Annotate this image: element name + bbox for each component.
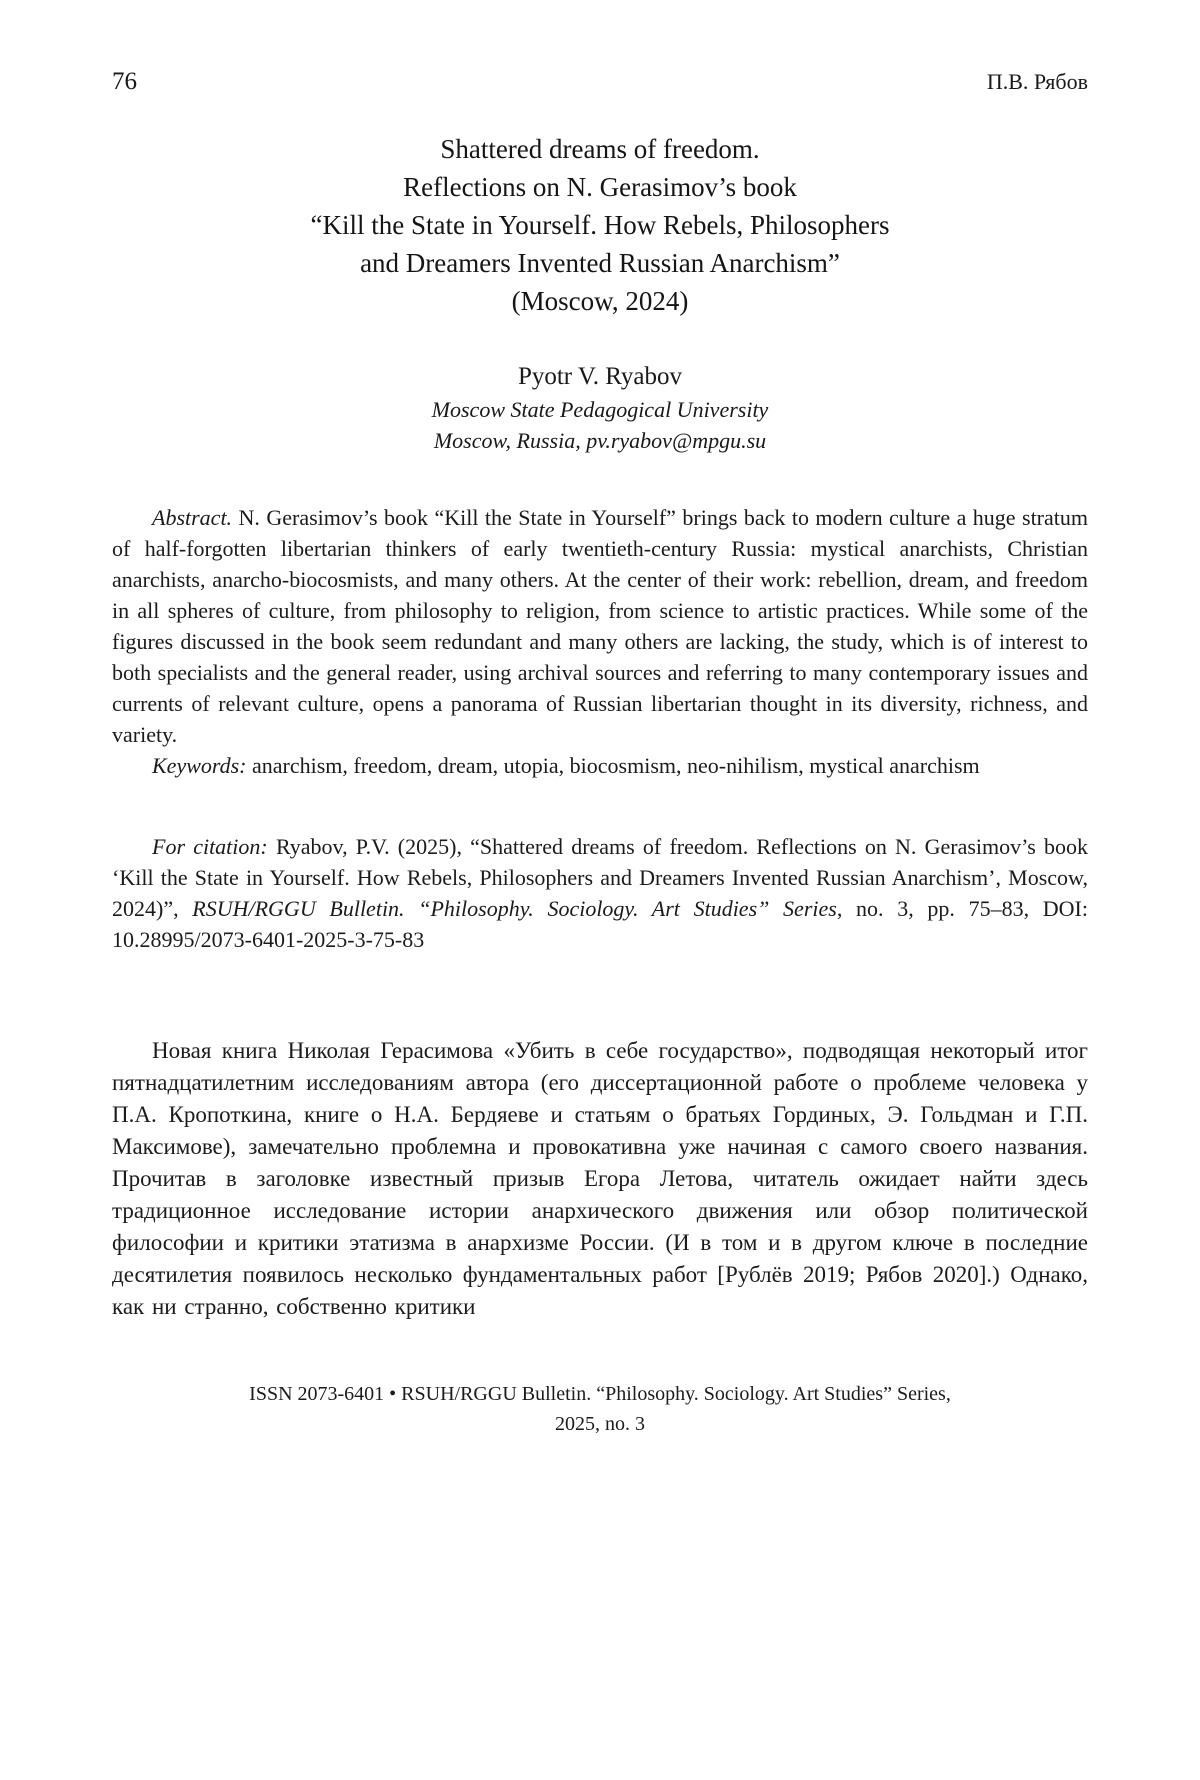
title-line: Shattered dreams of freedom. [440,134,760,164]
journal-footer [112,1379,1088,1439]
abstract-label: Abstract. [152,505,233,530]
keywords-text: anarchism, freedom, dream, utopia, biocosmism, neo-nihilism, mystical anarchism [246,753,980,778]
citation-paragraph [112,831,1088,955]
title-line: and Dreamers Invented Russian Anarchism” [360,248,840,278]
footer-issue-line: 2025, no. 3 [555,1413,645,1435]
citation-journal-name: RSUH/RGGU Bulletin. “Philosophy. Sociology. Art Studies” Series [192,896,837,921]
author-name: Pyotr V. Ryabov [517,363,683,390]
title-line: Reflections on N. Gerasimov’s book [403,172,797,202]
article-body [112,1035,1088,1323]
keywords-label: Keywords: [152,753,247,778]
title-line: “Kill the State in Yourself. How Rebels, Philosophers [310,210,890,240]
keywords-paragraph [112,750,1088,781]
running-head-author: П.В. Рябов [986,69,1088,94]
article-title [112,130,1088,320]
abstract-paragraph [112,502,1088,750]
page-number: 76 [112,68,137,95]
abstract-text: N. Gerasimov’s book “Kill the State in Yourself” brings back to modern culture a huge stratum of half-forgotten libertarian thinkers of early twentieth-century Russia: mystical anarchists, Christian anarchists, anarcho-biocosmists, and many others. At the center of their work: rebellion, dream, and freedom in all spheres of culture, from philosophy to religion, from science to artistic practices. While some of the figures discussed in the book seem redundant and many others are lacking, the study, which is of interest to both specialists and the general reader, using archival sources and referring to many contemporary issues and currents of relevant culture, opens a panorama of Russian libertarian thought in its diversity, richness, and variety. [112,505,1088,747]
running-header [112,68,1088,96]
footer-issn-line: ISSN 2073-6401 • RSUH/RGGU Bulletin. “Philosophy. Sociology. Art Studies” Series, [249,1383,951,1405]
citation-label: For citation: [152,834,268,859]
author-location-email: Moscow, Russia, pv.ryabov@mpgu.su [433,428,767,453]
citation-section [112,831,1088,955]
author-affiliation: Moscow State Pedagogical University [431,397,769,422]
body-paragraph-russian: Новая книга Николая Герасимова «Убить в себе государство», подводящая некоторый итог пятнадцатилетним исследованиям автора (его диссертационной работе о проблеме человека у П.А. Кропоткина, книге о Н.А. Бердяеве и статьям о братьях Гординых, Э. Гольдман и Г.П. Максимове), замечательно проблемна и провокативна уже начиная с самого своего названия. Прочитав в заголовке известный призыв Егора Летова, читатель ожидает найти здесь традиционное исследование истории анархического движения или обзор политической философии и критики этатизма в анархизме России. (И в том и в другом ключе в последние десятилетия появилось несколько фундаментальных работ [Рублёв 2019; Рябов 2020].) Однако, как ни странно, собственно критики [112,1038,1088,1319]
author-block [112,360,1088,456]
citation-text-2: , no. 3, pp. 75–83, DOI: 10.28995/2073-6401-2025-3-75-83 [112,896,1088,952]
title-line: (Moscow, 2024) [511,286,689,316]
citation-text-1: Ryabov, P.V. (2025), “Shattered dreams of freedom. Reflections on N. Gerasimov’s book ‘Kill the State in Yourself. How Rebels, Philosophers and Dreamers Invented Russian Anarchism’, Moscow, 2024)”, [112,834,1088,921]
abstract-section [112,502,1088,781]
